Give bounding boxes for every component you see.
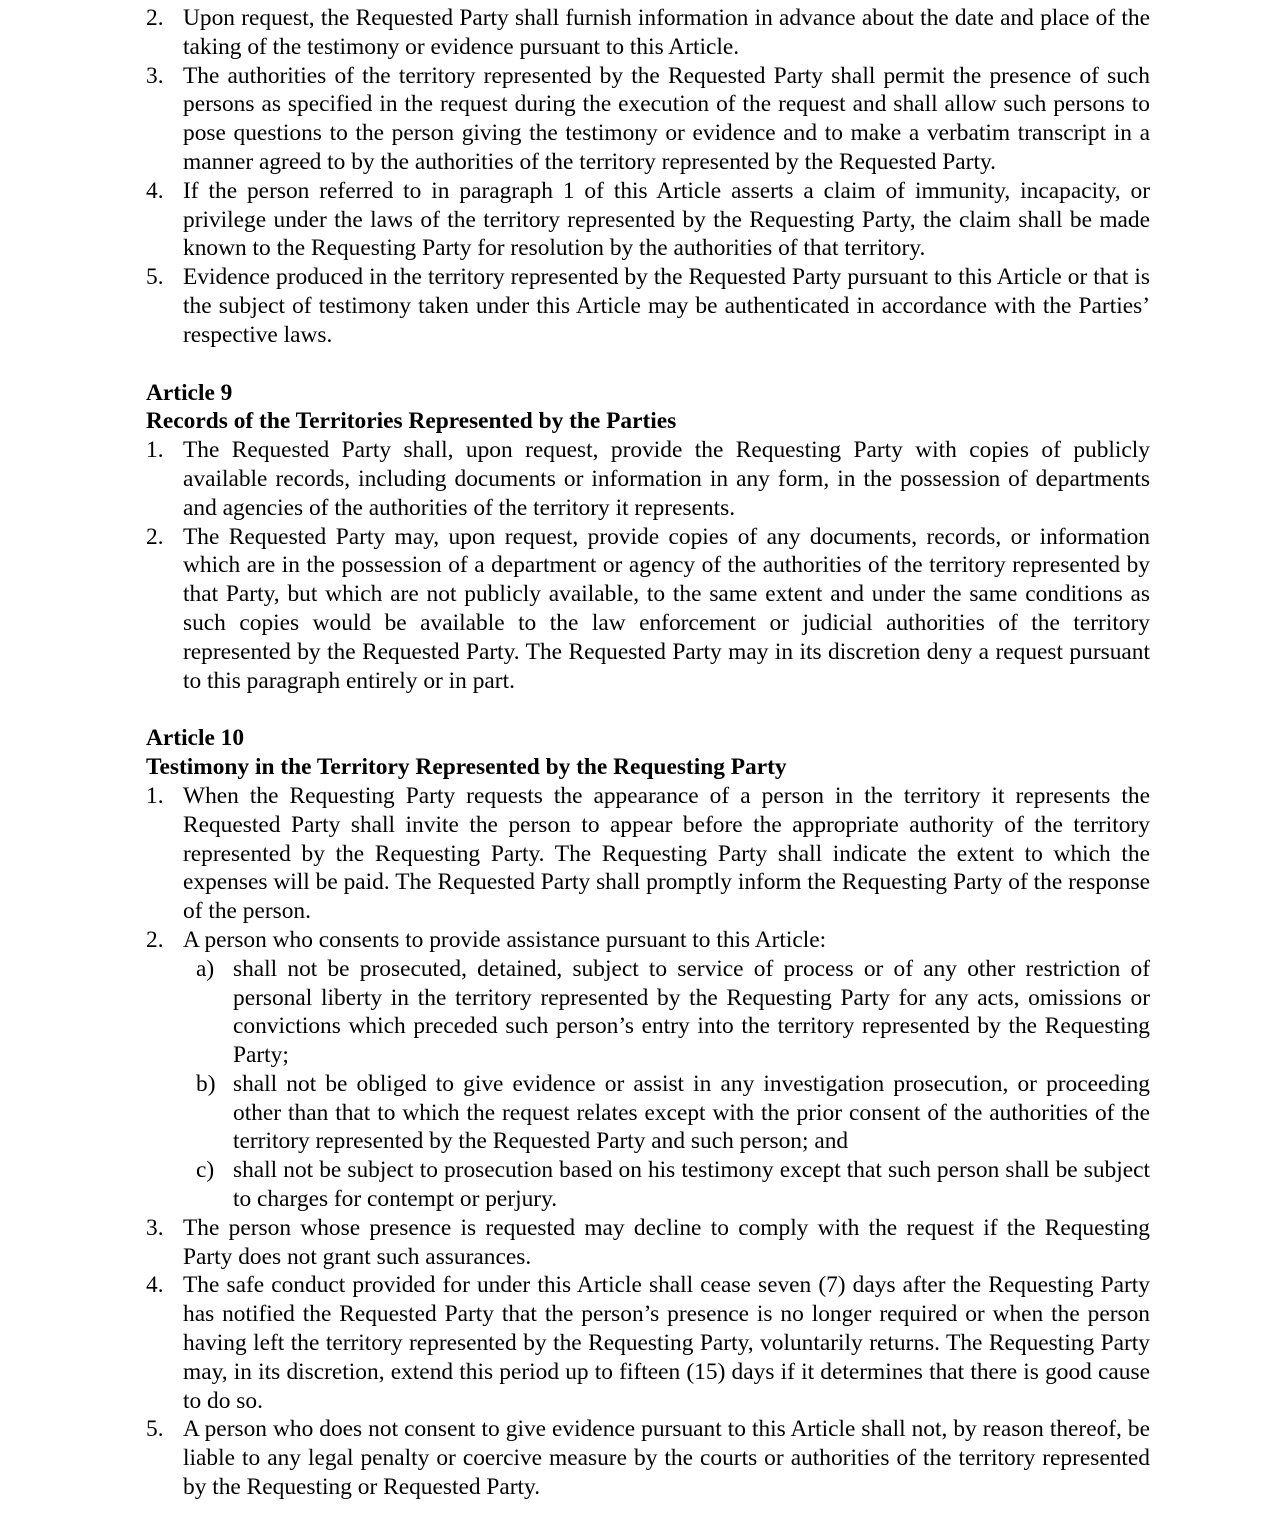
item-text: If the person referred to in paragraph 1 of this Article asserts a claim of immunity, incapacity, or privilege under the laws of the territory represented by the Requesting Party, the claim shall be made known to the Requesting Party for resolution by the authorities of that territory.	[183, 177, 1150, 262]
sub-list-item	[196, 1070, 1150, 1156]
item-number: 3.	[146, 62, 164, 89]
item-number: 1.	[146, 782, 164, 809]
item-text: The Requested Party may, upon request, provide copies of any documents, records, or information which are in the possession of a department or agency of the authorities of the territory represented by that Party, but which are not publicly available, to the same extent and under the same conditions as such copies would be available to the law enforcement or judicial authorities of the territory represented by the Requested Party. The Requested Party may in its discretion deny a request pursuant to this paragraph entirely or in part.	[183, 523, 1150, 694]
spacer	[146, 350, 1150, 379]
item-text: The authorities of the territory represented by the Requested Party shall permit the presence of such persons as specified in the request during the execution of the request and shall allow such persons to pose questions to the person giving the testimony or evidence and to make a verbatim transcript in a manner agreed to by the authorities of the territory represented by the Requested Party.	[183, 62, 1150, 175]
item-text: The Requested Party shall, upon request, provide the Requesting Party with copies of publicly available records, including documents or information in any form, in the possession of departments and agencies of the authorities of the territory it represents.	[183, 437, 1150, 521]
article-9-subtitle: Records of the Territories Represented by the Parties	[146, 408, 677, 435]
article-9-title: Article 9	[146, 379, 233, 406]
list-item	[146, 1415, 1150, 1501]
list-item	[146, 1271, 1150, 1415]
item-text: When the Requesting Party requests the appearance of a person in the territory it represents the Requested Party shall invite the person to appear before the appropriate authority of the territory represented by the Requesting Party. The Requesting Party shall indicate the extent to which the expenses will be paid. The Requested Party shall promptly inform the Requesting Party of the response of the person.	[183, 782, 1150, 925]
item-text: A person who consents to provide assistance pursuant to this Article:	[183, 926, 827, 953]
spacer	[146, 695, 1150, 724]
sub-item-letter: c)	[196, 1157, 215, 1184]
item-text: Upon request, the Requested Party shall furnish information in advance about the date and place of the taking of the testimony or evidence pursuant to this Article.	[183, 5, 1150, 60]
item-number: 5.	[146, 1416, 164, 1443]
sub-item-text: shall not be subject to prosecution based on his testimony except that such person shall be subject to charges for contempt or perjury.	[233, 1157, 1150, 1213]
list-item	[146, 436, 1150, 522]
item-number: 4.	[146, 177, 164, 204]
list-item	[146, 523, 1150, 696]
sub-item-letter: a)	[196, 955, 215, 982]
list-item	[146, 4, 1150, 62]
item-number: 4.	[146, 1272, 164, 1299]
item-number: 2.	[146, 926, 164, 953]
article-10-title: Article 10	[146, 725, 245, 752]
sub-item-text: shall not be obliged to give evidence or assist in any investigation prosecution, or proceeding other than that to which the request relates except with the prior consent of the authorities of the territory represented by the Requested Party and such person; and	[233, 1070, 1150, 1155]
list-item	[146, 263, 1150, 349]
item-number: 1.	[146, 437, 164, 464]
item-number: 2.	[146, 523, 164, 550]
sub-list-item	[196, 1156, 1150, 1214]
item-number: 5.	[146, 264, 164, 291]
sub-item-letter: b)	[196, 1070, 216, 1097]
list-item	[146, 782, 1150, 926]
item-text: The person whose presence is requested may decline to comply with the request if the Requesting Party does not grant such assurances.	[183, 1214, 1150, 1270]
item-text: Evidence produced in the territory represented by the Requested Party pursuant to this Article or that is the subject of testimony taken under this Article may be authenticated in accordance with the Parties’ respective laws.	[183, 264, 1150, 348]
item-number: 2.	[146, 5, 164, 31]
article-10-subtitle: Testimony in the Territory Represented by the Requesting Party	[146, 754, 787, 781]
item-text: The safe conduct provided for under this Article shall cease seven (7) days after the Requesting Party has notified the Requested Party that the person’s presence is no longer required or when the person having left the territory represented by the Requesting Party, voluntarily returns. The Requesting Party may, in its discretion, extend this period up to fifteen (15) days if it determines that there is good cause to do so.	[183, 1272, 1150, 1414]
item-number: 3.	[146, 1214, 164, 1241]
item-text: A person who does not consent to give evidence pursuant to this Article shall not, by reason thereof, be liable to any legal penalty or coercive measure by the courts or authorities of the territory represented by the Requesting or Requested Party.	[183, 1416, 1150, 1501]
sub-list-item	[196, 955, 1150, 1070]
sub-item-text: shall not be prosecuted, detained, subject to service of process or of any other restriction of personal liberty in the territory represented by the Requesting Party for any acts, omissions or convictions which preceded such person’s entry into the territory represented by the Requesting Party;	[233, 955, 1150, 1069]
list-item	[146, 177, 1150, 263]
list-item	[146, 62, 1150, 177]
list-item	[146, 1214, 1150, 1272]
document-page	[146, 4, 1150, 1502]
list-item	[146, 926, 1150, 955]
